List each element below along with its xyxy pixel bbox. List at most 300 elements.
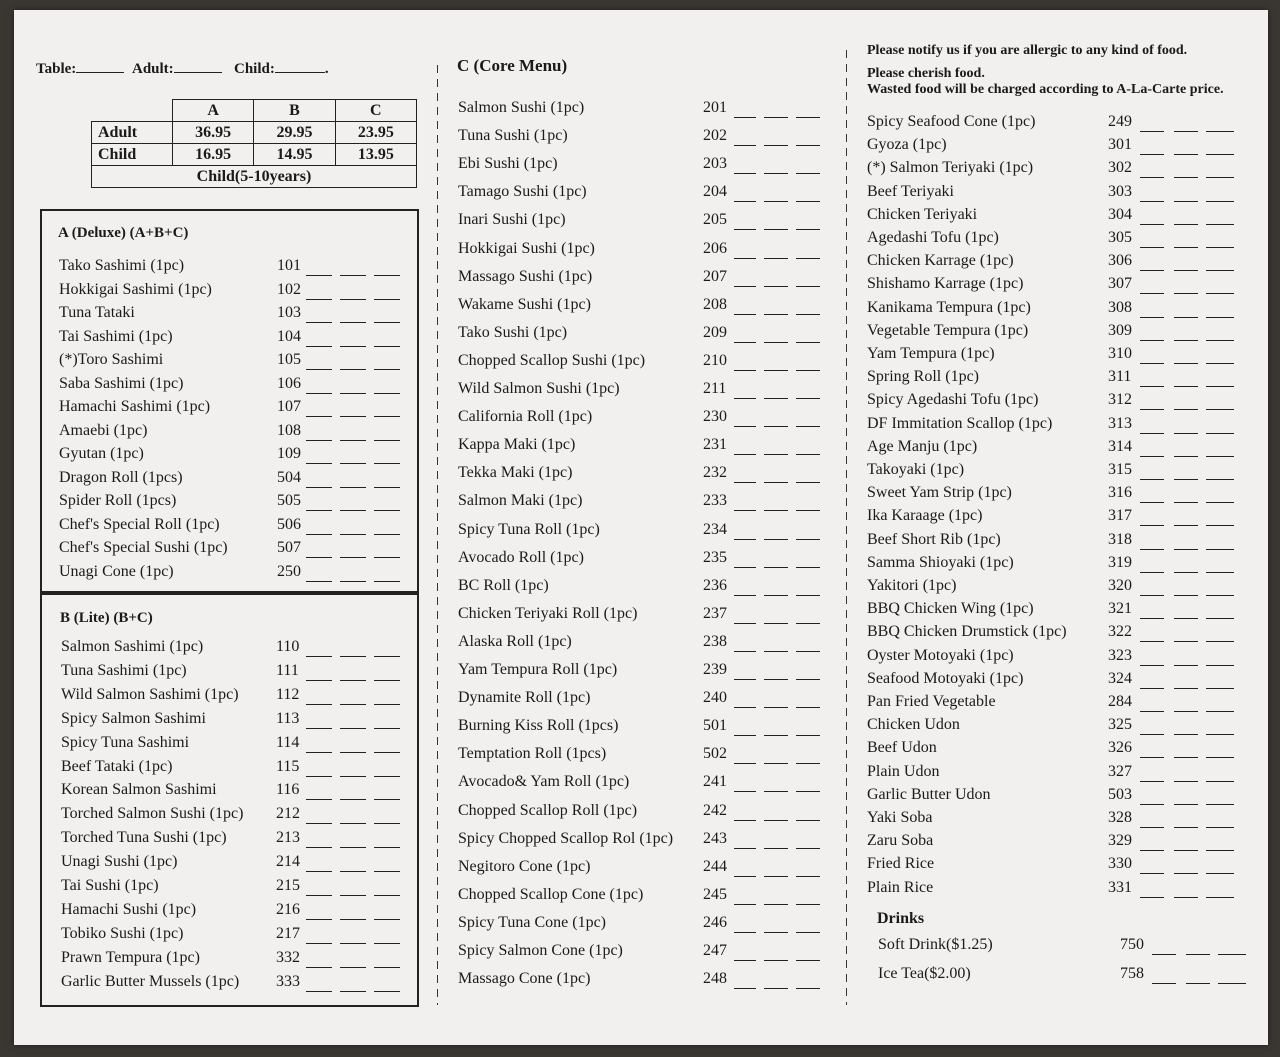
quantity-blank[interactable] xyxy=(374,943,400,944)
quantity-blank[interactable] xyxy=(1174,781,1198,782)
quantity-blank[interactable] xyxy=(340,275,366,276)
quantity-blank[interactable] xyxy=(764,145,788,146)
quantity-blank[interactable] xyxy=(306,322,332,323)
quantity-blank[interactable] xyxy=(1152,954,1176,955)
quantity-blank[interactable] xyxy=(1206,317,1234,318)
quantity-blank[interactable] xyxy=(1174,757,1198,758)
quantity-blank[interactable] xyxy=(764,539,788,540)
quantity-blank[interactable] xyxy=(1206,201,1234,202)
quantity-blank[interactable] xyxy=(796,595,820,596)
quantity-blank[interactable] xyxy=(374,440,400,441)
quantity-blank[interactable] xyxy=(1140,897,1164,898)
quantity-blank[interactable] xyxy=(734,482,756,483)
quantity-blank[interactable] xyxy=(764,229,788,230)
quantity-blank[interactable] xyxy=(734,567,756,568)
quantity-blank[interactable] xyxy=(1140,618,1164,619)
quantity-blank[interactable] xyxy=(1174,201,1198,202)
quantity-blank[interactable] xyxy=(306,534,332,535)
quantity-blank[interactable] xyxy=(734,932,756,933)
quantity-blank[interactable] xyxy=(764,426,788,427)
quantity-blank[interactable] xyxy=(764,904,788,905)
quantity-blank[interactable] xyxy=(734,454,756,455)
quantity-blank[interactable] xyxy=(340,799,366,800)
quantity-blank[interactable] xyxy=(306,369,332,370)
quantity-blank[interactable] xyxy=(340,393,366,394)
quantity-blank[interactable] xyxy=(734,539,756,540)
quantity-blank[interactable] xyxy=(340,967,366,968)
quantity-blank[interactable] xyxy=(764,848,788,849)
quantity-blank[interactable] xyxy=(796,567,820,568)
quantity-blank[interactable] xyxy=(1174,897,1198,898)
quantity-blank[interactable] xyxy=(340,680,366,681)
quantity-blank[interactable] xyxy=(764,791,788,792)
quantity-blank[interactable] xyxy=(340,534,366,535)
quantity-blank[interactable] xyxy=(1174,688,1198,689)
quantity-blank[interactable] xyxy=(764,454,788,455)
quantity-blank[interactable] xyxy=(306,871,332,872)
quantity-blank[interactable] xyxy=(796,988,820,989)
quantity-blank[interactable] xyxy=(1206,711,1234,712)
quantity-blank[interactable] xyxy=(1174,340,1198,341)
quantity-blank[interactable] xyxy=(1206,897,1234,898)
quantity-blank[interactable] xyxy=(374,581,400,582)
quantity-blank[interactable] xyxy=(796,258,820,259)
quantity-blank[interactable] xyxy=(764,679,788,680)
quantity-blank[interactable] xyxy=(764,173,788,174)
quantity-blank[interactable] xyxy=(796,286,820,287)
quantity-blank[interactable] xyxy=(1206,618,1234,619)
quantity-blank[interactable] xyxy=(1140,827,1164,828)
quantity-blank[interactable] xyxy=(734,876,756,877)
quantity-blank[interactable] xyxy=(374,704,400,705)
quantity-blank[interactable] xyxy=(796,960,820,961)
quantity-blank[interactable] xyxy=(1174,363,1198,364)
quantity-blank[interactable] xyxy=(764,398,788,399)
quantity-blank[interactable] xyxy=(1174,873,1198,874)
quantity-blank[interactable] xyxy=(764,876,788,877)
quantity-blank[interactable] xyxy=(796,117,820,118)
quantity-blank[interactable] xyxy=(340,919,366,920)
quantity-blank[interactable] xyxy=(734,229,756,230)
quantity-blank[interactable] xyxy=(1206,781,1234,782)
quantity-blank[interactable] xyxy=(374,346,400,347)
quantity-blank[interactable] xyxy=(306,440,332,441)
quantity-blank[interactable] xyxy=(1206,502,1234,503)
quantity-blank[interactable] xyxy=(340,487,366,488)
quantity-blank[interactable] xyxy=(340,943,366,944)
quantity-blank[interactable] xyxy=(1140,154,1164,155)
quantity-blank[interactable] xyxy=(1206,641,1234,642)
quantity-blank[interactable] xyxy=(340,440,366,441)
menu-item-code: 106 xyxy=(277,374,301,392)
adult-field[interactable] xyxy=(132,58,222,78)
quantity-blank[interactable] xyxy=(734,314,756,315)
quantity-blank[interactable] xyxy=(734,342,756,343)
quantity-blank[interactable] xyxy=(764,988,788,989)
quantity-blank[interactable] xyxy=(764,314,788,315)
quantity-blank[interactable] xyxy=(1140,850,1164,851)
menu-item-name: Beef Udon xyxy=(867,739,937,757)
quantity-blank[interactable] xyxy=(734,426,756,427)
quantity-blank[interactable] xyxy=(796,454,820,455)
quantity-blank[interactable] xyxy=(796,314,820,315)
quantity-blank[interactable] xyxy=(1140,224,1164,225)
quantity-blank[interactable] xyxy=(796,763,820,764)
quantity-blank[interactable] xyxy=(734,370,756,371)
quantity-blank[interactable] xyxy=(306,919,332,920)
quantity-blank[interactable] xyxy=(1140,270,1164,271)
quantity-blank[interactable] xyxy=(306,656,332,657)
quantity-blank[interactable] xyxy=(1206,270,1234,271)
quantity-blank[interactable] xyxy=(306,799,332,800)
quantity-blank[interactable] xyxy=(1174,409,1198,410)
quantity-blank[interactable] xyxy=(796,510,820,511)
quantity-blank[interactable] xyxy=(796,342,820,343)
quantity-blank[interactable] xyxy=(796,482,820,483)
quantity-blank[interactable] xyxy=(1206,293,1234,294)
quantity-blank[interactable] xyxy=(764,735,788,736)
quantity-blank[interactable] xyxy=(1174,502,1198,503)
quantity-blank[interactable] xyxy=(306,847,332,848)
quantity-blank[interactable] xyxy=(1206,665,1234,666)
quantity-blank[interactable] xyxy=(796,735,820,736)
quantity-blank[interactable] xyxy=(1140,409,1164,410)
quantity-blank[interactable] xyxy=(374,557,400,558)
quantity-blank[interactable] xyxy=(734,820,756,821)
quantity-blank[interactable] xyxy=(734,960,756,961)
quantity-blank[interactable] xyxy=(1174,850,1198,851)
quantity-blank[interactable] xyxy=(1140,479,1164,480)
quantity-blank[interactable] xyxy=(306,299,332,300)
quantity-blank[interactable] xyxy=(1174,641,1198,642)
quantity-blank[interactable] xyxy=(1152,983,1176,984)
quantity-blank[interactable] xyxy=(1206,757,1234,758)
quantity-blank[interactable] xyxy=(764,370,788,371)
quantity-blank[interactable] xyxy=(1206,827,1234,828)
quantity-blank[interactable] xyxy=(306,557,332,558)
quantity-blank[interactable] xyxy=(1174,131,1198,132)
quantity-blank[interactable] xyxy=(1206,363,1234,364)
quantity-blank[interactable] xyxy=(374,919,400,920)
quantity-blank[interactable] xyxy=(374,776,400,777)
quantity-blank[interactable] xyxy=(306,704,332,705)
quantity-blank[interactable] xyxy=(1140,525,1164,526)
quantity-blank[interactable] xyxy=(796,651,820,652)
quantity-blank[interactable] xyxy=(1206,525,1234,526)
quantity-blank[interactable] xyxy=(734,763,756,764)
quantity-blank[interactable] xyxy=(1174,549,1198,550)
quantity-blank[interactable] xyxy=(340,656,366,657)
menu-item-code: 250 xyxy=(277,562,301,580)
quantity-blank[interactable] xyxy=(796,932,820,933)
quantity-blank[interactable] xyxy=(734,510,756,511)
quantity-blank[interactable] xyxy=(734,848,756,849)
quantity-blank[interactable] xyxy=(306,393,332,394)
quantity-blank[interactable] xyxy=(734,286,756,287)
quantity-blank[interactable] xyxy=(1206,154,1234,155)
quantity-blank[interactable] xyxy=(734,117,756,118)
quantity-blank[interactable] xyxy=(1206,873,1234,874)
quantity-blank[interactable] xyxy=(1140,688,1164,689)
quantity-blank[interactable] xyxy=(374,823,400,824)
quantity-blank[interactable] xyxy=(764,286,788,287)
quantity-blank[interactable] xyxy=(796,848,820,849)
quantity-blank[interactable] xyxy=(340,510,366,511)
quantity-blank[interactable] xyxy=(1206,456,1234,457)
quantity-blank[interactable] xyxy=(1206,572,1234,573)
quantity-blank[interactable] xyxy=(734,904,756,905)
quantity-blank[interactable] xyxy=(1174,433,1198,434)
quantity-blank[interactable] xyxy=(1174,154,1198,155)
quantity-blank[interactable] xyxy=(1174,224,1198,225)
quantity-blank[interactable] xyxy=(764,960,788,961)
quantity-blank[interactable] xyxy=(1140,641,1164,642)
quantity-blank[interactable] xyxy=(374,416,400,417)
quantity-blank[interactable] xyxy=(734,595,756,596)
quantity-blank[interactable] xyxy=(306,967,332,968)
quantity-blank[interactable] xyxy=(340,346,366,347)
quantity-blank[interactable] xyxy=(764,595,788,596)
quantity-blank[interactable] xyxy=(1206,224,1234,225)
quantity-blank[interactable] xyxy=(1218,983,1246,984)
quantity-blank[interactable] xyxy=(796,679,820,680)
quantity-blank[interactable] xyxy=(1140,595,1164,596)
quantity-blank[interactable] xyxy=(734,988,756,989)
quantity-blank[interactable] xyxy=(1174,711,1198,712)
table-field[interactable] xyxy=(36,58,124,78)
quantity-blank[interactable] xyxy=(374,871,400,872)
quantity-blank[interactable] xyxy=(340,847,366,848)
quantity-blank[interactable] xyxy=(1206,247,1234,248)
quantity-blank[interactable] xyxy=(764,932,788,933)
quantity-blank[interactable] xyxy=(764,820,788,821)
quantity-blank[interactable] xyxy=(1140,804,1164,805)
quantity-blank[interactable] xyxy=(734,398,756,399)
quantity-blank[interactable] xyxy=(1140,549,1164,550)
quantity-blank[interactable] xyxy=(796,791,820,792)
quantity-blank[interactable] xyxy=(764,482,788,483)
quantity-blank[interactable] xyxy=(1206,549,1234,550)
quantity-blank[interactable] xyxy=(374,299,400,300)
quantity-blank[interactable] xyxy=(1140,177,1164,178)
quantity-blank[interactable] xyxy=(734,791,756,792)
quantity-blank[interactable] xyxy=(340,463,366,464)
quantity-blank[interactable] xyxy=(374,895,400,896)
quantity-blank[interactable] xyxy=(306,275,332,276)
menu-item-name: Unagi Sushi (1pc) xyxy=(61,853,178,871)
quantity-blank[interactable] xyxy=(1140,363,1164,364)
quantity-blank[interactable] xyxy=(1140,502,1164,503)
quantity-blank[interactable] xyxy=(306,895,332,896)
quantity-blank[interactable] xyxy=(796,904,820,905)
quantity-blank[interactable] xyxy=(796,370,820,371)
quantity-blank[interactable] xyxy=(1206,734,1234,735)
quantity-blank[interactable] xyxy=(796,876,820,877)
drinks-title: Drinks xyxy=(877,910,925,927)
quantity-blank[interactable] xyxy=(1174,595,1198,596)
quantity-blank[interactable] xyxy=(734,145,756,146)
quantity-blank[interactable] xyxy=(374,752,400,753)
quantity-blank[interactable] xyxy=(1174,247,1198,248)
quantity-blank[interactable] xyxy=(306,463,332,464)
quantity-blank[interactable] xyxy=(764,117,788,118)
quantity-blank[interactable] xyxy=(306,943,332,944)
quantity-blank[interactable] xyxy=(1140,456,1164,457)
quantity-blank[interactable] xyxy=(306,487,332,488)
quantity-blank[interactable] xyxy=(734,679,756,680)
quantity-blank[interactable] xyxy=(1140,293,1164,294)
quantity-blank[interactable] xyxy=(1186,954,1210,955)
quantity-blank[interactable] xyxy=(1140,201,1164,202)
quantity-blank[interactable] xyxy=(340,728,366,729)
quantity-blank[interactable] xyxy=(374,799,400,800)
quantity-blank[interactable] xyxy=(764,258,788,259)
quantity-blank[interactable] xyxy=(1206,340,1234,341)
quantity-blank[interactable] xyxy=(1186,983,1210,984)
quantity-blank[interactable] xyxy=(1174,386,1198,387)
quantity-blank[interactable] xyxy=(1174,827,1198,828)
quantity-blank[interactable] xyxy=(374,322,400,323)
quantity-blank[interactable] xyxy=(1206,850,1234,851)
quantity-blank[interactable] xyxy=(306,581,332,582)
quantity-blank[interactable] xyxy=(796,707,820,708)
quantity-blank[interactable] xyxy=(1174,479,1198,480)
quantity-blank[interactable] xyxy=(796,820,820,821)
quantity-blank[interactable] xyxy=(796,623,820,624)
quantity-blank[interactable] xyxy=(1174,804,1198,805)
child-field[interactable]: Child: . xyxy=(234,58,329,78)
quantity-blank[interactable] xyxy=(796,398,820,399)
quantity-blank[interactable] xyxy=(1140,711,1164,712)
quantity-blank[interactable] xyxy=(340,581,366,582)
quantity-blank[interactable] xyxy=(764,651,788,652)
quantity-blank[interactable] xyxy=(1174,618,1198,619)
quantity-blank[interactable] xyxy=(734,651,756,652)
quantity-blank[interactable] xyxy=(340,416,366,417)
quantity-blank[interactable] xyxy=(306,346,332,347)
quantity-blank[interactable] xyxy=(734,173,756,174)
quantity-blank[interactable] xyxy=(374,534,400,535)
quantity-blank[interactable] xyxy=(1174,293,1198,294)
quantity-blank[interactable] xyxy=(1218,954,1246,955)
quantity-blank[interactable] xyxy=(1206,804,1234,805)
quantity-blank[interactable] xyxy=(1140,757,1164,758)
quantity-blank[interactable] xyxy=(1206,433,1234,434)
quantity-blank[interactable] xyxy=(1140,665,1164,666)
quantity-blank[interactable] xyxy=(1140,386,1164,387)
quantity-blank[interactable] xyxy=(374,967,400,968)
quantity-blank[interactable] xyxy=(1140,433,1164,434)
quantity-blank[interactable] xyxy=(1140,247,1164,248)
quantity-blank[interactable] xyxy=(340,991,366,992)
quantity-blank[interactable] xyxy=(340,823,366,824)
quantity-blank[interactable] xyxy=(796,426,820,427)
quantity-blank[interactable] xyxy=(340,776,366,777)
quantity-blank[interactable] xyxy=(374,463,400,464)
quantity-blank[interactable] xyxy=(374,991,400,992)
quantity-blank[interactable] xyxy=(374,487,400,488)
quantity-blank[interactable] xyxy=(1206,386,1234,387)
quantity-blank[interactable] xyxy=(1174,572,1198,573)
quantity-blank[interactable] xyxy=(1174,525,1198,526)
quantity-blank[interactable] xyxy=(1140,781,1164,782)
quantity-blank[interactable] xyxy=(374,656,400,657)
quantity-blank[interactable] xyxy=(764,201,788,202)
quantity-blank[interactable] xyxy=(734,201,756,202)
quantity-blank[interactable] xyxy=(1174,456,1198,457)
quantity-blank[interactable] xyxy=(764,510,788,511)
quantity-blank[interactable] xyxy=(1140,340,1164,341)
quantity-blank[interactable] xyxy=(734,707,756,708)
quantity-blank[interactable] xyxy=(1174,177,1198,178)
quantity-blank[interactable] xyxy=(734,258,756,259)
quantity-blank[interactable] xyxy=(374,847,400,848)
quantity-blank[interactable] xyxy=(1174,734,1198,735)
quantity-blank[interactable] xyxy=(1140,734,1164,735)
quantity-blank[interactable] xyxy=(734,735,756,736)
quantity-blank[interactable] xyxy=(1140,131,1164,132)
quantity-blank[interactable] xyxy=(306,680,332,681)
quantity-blank[interactable] xyxy=(734,623,756,624)
quantity-blank[interactable] xyxy=(340,299,366,300)
quantity-blank[interactable] xyxy=(306,823,332,824)
quantity-blank[interactable] xyxy=(1174,270,1198,271)
quantity-blank[interactable] xyxy=(1206,177,1234,178)
quantity-blank[interactable] xyxy=(340,871,366,872)
quantity-blank[interactable] xyxy=(340,895,366,896)
quantity-blank[interactable] xyxy=(340,369,366,370)
quantity-blank[interactable] xyxy=(796,229,820,230)
quantity-blank[interactable] xyxy=(374,680,400,681)
quantity-blank[interactable] xyxy=(306,728,332,729)
quantity-blank[interactable] xyxy=(796,539,820,540)
quantity-blank[interactable] xyxy=(306,510,332,511)
quantity-blank[interactable] xyxy=(764,623,788,624)
quantity-blank[interactable] xyxy=(374,510,400,511)
quantity-blank[interactable] xyxy=(796,145,820,146)
quantity-blank[interactable] xyxy=(1206,409,1234,410)
quantity-blank[interactable] xyxy=(306,752,332,753)
quantity-blank[interactable] xyxy=(374,369,400,370)
quantity-blank[interactable] xyxy=(1206,131,1234,132)
quantity-blank[interactable] xyxy=(764,707,788,708)
quantity-blank[interactable] xyxy=(1206,595,1234,596)
quantity-blank[interactable] xyxy=(340,557,366,558)
quantity-blank[interactable] xyxy=(306,991,332,992)
quantity-blank[interactable] xyxy=(796,173,820,174)
quantity-blank[interactable] xyxy=(340,752,366,753)
quantity-blank[interactable] xyxy=(764,567,788,568)
menu-item-name: Spicy Tuna Cone (1pc) xyxy=(458,913,606,931)
quantity-blank[interactable] xyxy=(1140,873,1164,874)
quantity-blank[interactable] xyxy=(764,342,788,343)
quantity-blank[interactable] xyxy=(1174,665,1198,666)
quantity-blank[interactable] xyxy=(340,322,366,323)
quantity-blank[interactable] xyxy=(340,704,366,705)
quantity-blank[interactable] xyxy=(1206,688,1234,689)
quantity-blank[interactable] xyxy=(306,416,332,417)
quantity-blank[interactable] xyxy=(374,393,400,394)
quantity-blank[interactable] xyxy=(1140,317,1164,318)
quantity-blank[interactable] xyxy=(1174,317,1198,318)
quantity-blank[interactable] xyxy=(306,776,332,777)
quantity-blank[interactable] xyxy=(1140,572,1164,573)
quantity-blank[interactable] xyxy=(374,275,400,276)
quantity-blank[interactable] xyxy=(764,763,788,764)
quantity-blank[interactable] xyxy=(1206,479,1234,480)
quantity-blank[interactable] xyxy=(374,728,400,729)
quantity-blank[interactable] xyxy=(796,201,820,202)
